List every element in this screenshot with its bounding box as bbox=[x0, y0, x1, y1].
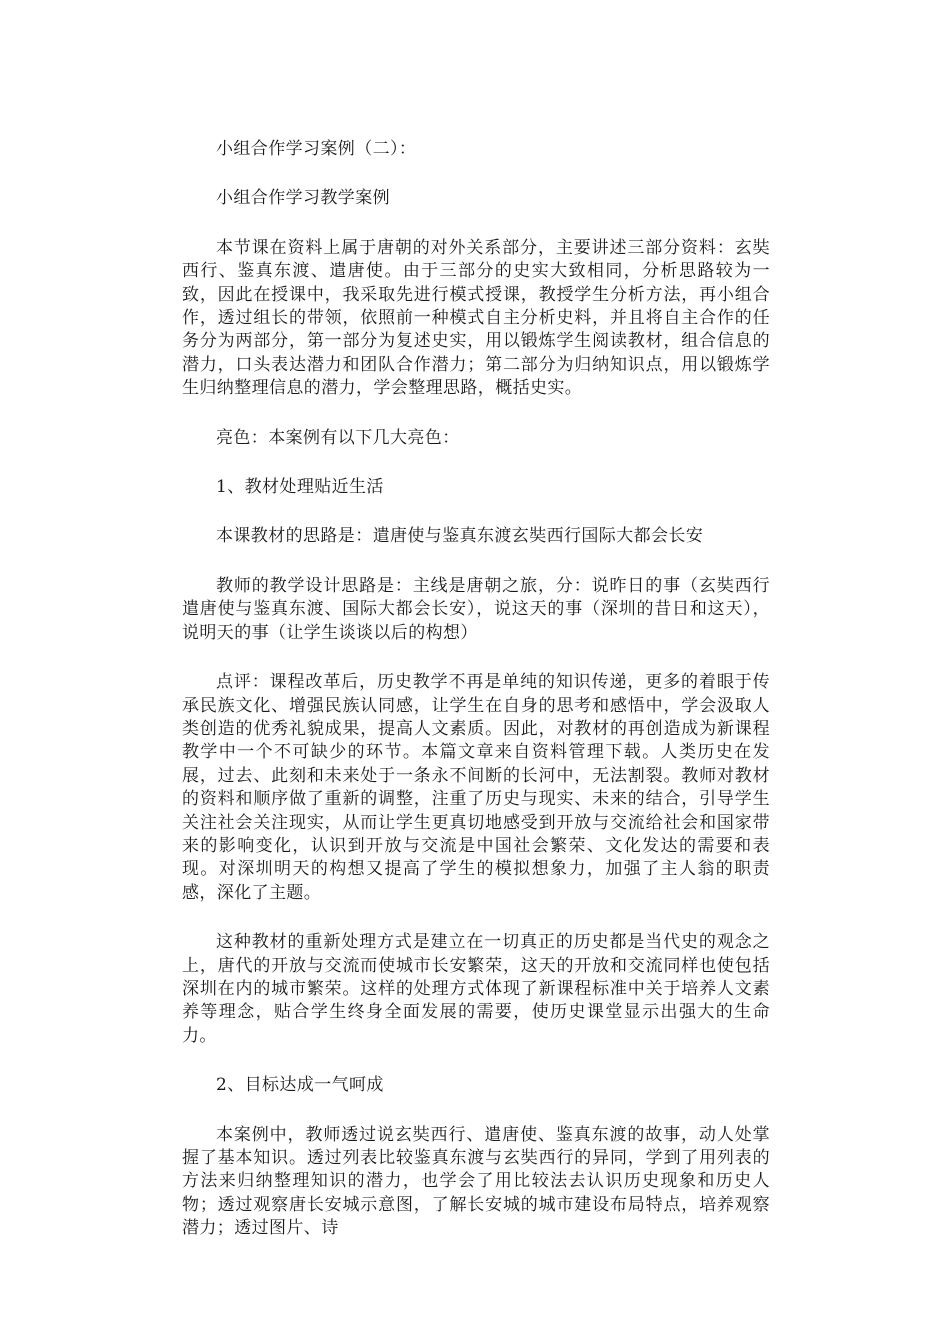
point1-heading: 1、教材处理贴近生活 bbox=[216, 477, 384, 498]
intro-paragraph: 本节课在资料上属于唐朝的对外关系部分，主要讲述三部分资料：玄奘西行、鉴真东渡、遣唐使。由于三部分的史实大致相同，分析思路较为一致，因此在授课中，我采取先进行模式授课，教授学生分析方法，再小组合作，透过组长的带领，依照前一种模式自主分析史料，并且将自主合作的任务分为两部分，第一部分为复述史实，用以锻炼学生阅读教材，组合信息的潜力，口头表达潜力和团队合作潜力；第二部分为归纳知识点，用以锻炼学生归纳整理信息的潜力，学会整理思路，概括史实。 bbox=[182, 237, 770, 399]
reprocessing-paragraph: 这种教材的重新处理方式是建立在一切真正的历史都是当代史的观念之上，唐代的开放与交流而使城市长安繁荣，这天的开放和交流同样也使包括深圳在内的城市繁荣。这样的处理方式体现了新课程标准中关于培养人文素养等理念，贴合学生终身全面发展的需要，使历史课堂显示出强大的生命力。 bbox=[182, 932, 770, 1046]
highlights-intro: 亮色：本案例有以下几大亮色： bbox=[216, 427, 460, 448]
case-title: 小组合作学习案例（二）： bbox=[216, 139, 417, 159]
case-body-paragraph: 本案例中，教师透过说玄奘西行、遣唐使、鉴真东渡的故事，动人处掌握了基本知识。透过列表比较鉴真东渡与玄奘西行的异同，学到了用列表的方法来归纳整理知识的潜力，也学会了用比较法去认识历史现象和历史人物；透过观察唐长安城示意图，了解长安城的城市建设布局特点，培养观察潜力；透过图片、诗 bbox=[182, 1124, 770, 1239]
document-body bbox=[182, 138, 770, 1241]
comment-paragraph: 点评：课程改革后，历史教学不再是单纯的知识传递，更多的着眼于传承民族文化、增强民族认同感，让学生在自身的思考和感悟中，学会汲取人类创造的优秀礼貌成果，提高人文素质。因此，对教材的再创造成为新课程教学中一个不可缺少的环节。本篇文章来自资料管理下载。人类历史在发展，过去、此刻和未来处于一条永不间断的长河中，无法割裂。教师对教材的资料和顺序做了重新的调整，注重了历史与现实、未来的结合，引导学生关注社会关注现实，从而让学生更真切地感受到开放与交流给社会和国家带来的影响变化，认识到开放与交流是中国社会繁荣、文化发达的需要和表现。对深圳明天的构想又提高了学生的模拟想象力，加强了主人翁的职责感，深化了主题。 bbox=[182, 672, 770, 903]
point2-heading: 2、目标达成一气呵成 bbox=[216, 1075, 384, 1096]
teacher-design-paragraph: 教师的教学设计思路是：主线是唐朝之旅，分：说昨日的事（玄奘西行遣唐使与鉴真东渡、国际大都会长安），说这天的事（深圳的昔日和这天），说明天的事（让学生谈谈以后的构想） bbox=[182, 575, 770, 643]
textbook-idea-paragraph: 本课教材的思路是：遣唐使与鉴真东渡玄奘西行国际大都会长安 bbox=[216, 526, 704, 547]
case-subtitle: 小组合作学习教学案例 bbox=[216, 188, 390, 209]
